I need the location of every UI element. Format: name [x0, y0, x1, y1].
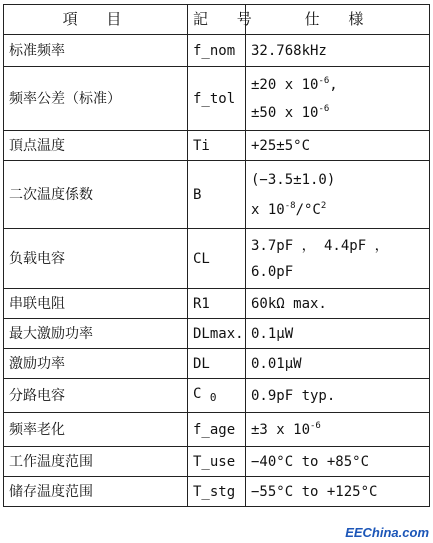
row-name: 串联电阻: [4, 289, 188, 319]
row-name: 频率公差（标准）: [4, 67, 188, 131]
row-name: 负载电容: [4, 229, 188, 289]
row-symbol: f_age: [188, 413, 246, 447]
row-name: 頂点温度: [4, 131, 188, 161]
row-name: 激励功率: [4, 349, 188, 379]
row-symbol: T_stg: [188, 477, 246, 507]
row-symbol: f_nom: [188, 35, 246, 67]
table-row: [4, 349, 430, 379]
row-symbol: B: [188, 161, 246, 229]
row-symbol: C $_0$: [188, 379, 246, 413]
row-value: 0.9pF typ.: [246, 379, 430, 413]
table-row: [4, 379, 430, 413]
row-name: 分路电容: [4, 379, 188, 413]
table-row: [4, 67, 430, 131]
row-symbol: DLmax.: [188, 319, 246, 349]
row-name: 工作温度范围: [4, 447, 188, 477]
row-value: 32.768kHz: [246, 35, 430, 67]
header-item: 項 目: [4, 5, 188, 35]
table-row: [4, 289, 430, 319]
row-name: 频率老化: [4, 413, 188, 447]
table-row: [4, 413, 430, 447]
row-symbol: CL: [188, 229, 246, 289]
row-name: 最大激励功率: [4, 319, 188, 349]
row-value: 0.01μW: [246, 349, 430, 379]
header-symbol: 記 号: [188, 5, 246, 35]
row-value: −55°C to +125°C: [246, 477, 430, 507]
row-value: ±20 x $10^{-6}$, ±50 x $10^{-6}$: [246, 67, 430, 131]
table-row: [4, 477, 430, 507]
row-symbol: Ti: [188, 131, 246, 161]
table-row: [4, 131, 430, 161]
row-name: 储存温度范围: [4, 477, 188, 507]
header-spec: 仕 様: [246, 5, 430, 35]
table-row: [4, 447, 430, 477]
table-row: [4, 319, 430, 349]
row-value: +25±5°C: [246, 131, 430, 161]
row-value: ±3 x $10^{-6}$: [246, 413, 430, 447]
row-name: 二次温度係数: [4, 161, 188, 229]
row-value: 60kΩ max.: [246, 289, 430, 319]
row-value: 0.1μW: [246, 319, 430, 349]
row-value: 3.7pF ， 4.4pF ， 6.0pF: [246, 229, 430, 289]
row-symbol: R1: [188, 289, 246, 319]
row-name: 标准频率: [4, 35, 188, 67]
header-row: [4, 5, 430, 35]
row-value: (−3.5±1.0) x $10^{-8}/^\circ C^2$: [246, 161, 430, 229]
table-row: [4, 229, 430, 289]
row-symbol: f_tol: [188, 67, 246, 131]
row-symbol: T_use: [188, 447, 246, 477]
watermark-logo: EEChina.com: [345, 525, 429, 540]
table-row: [4, 35, 430, 67]
table-row: [4, 161, 430, 229]
spec-table: [3, 4, 430, 507]
row-symbol: DL: [188, 349, 246, 379]
row-value: −40°C to +85°C: [246, 447, 430, 477]
